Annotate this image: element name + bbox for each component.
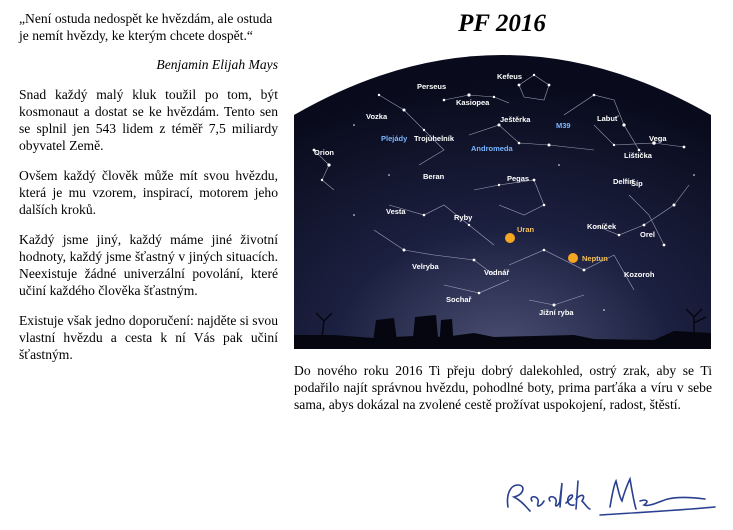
label-listicka: Lištička xyxy=(624,151,652,160)
label-jizni-ryba: Jižní ryba xyxy=(539,308,574,317)
label-velryba: Velryba xyxy=(412,262,439,271)
label-vozka: Vozka xyxy=(366,112,388,121)
left-column xyxy=(19,10,278,363)
label-vodnar: Vodnář xyxy=(484,268,510,277)
paragraph-2: Ovšem každý člověk může mít svou hvězdu, která je mu vzorem, inspirací, motorem jeho dalších kroků. xyxy=(19,168,278,217)
new-year-wish: Do nového roku 2016 Ti přeju dobrý dalekohled, ostrý zrak, aby se Ti podařilo najít správnou hvězdu, pohodlné boty, prima parťáka a víru v sebe sama, abys dokázal na zvolené cestě prožívat uspokojení, radost, štěstí. xyxy=(294,363,712,412)
label-perseus: Perseus xyxy=(417,82,447,91)
label-plejady: Plejády xyxy=(381,134,408,143)
quote: „Není ostuda nedospět ke hvězdám, ale ostuda je nemít hvězdy, ke kterým chcete dospět.“ xyxy=(19,11,273,43)
page-title: PF 2016 xyxy=(458,10,546,37)
label-orion: Orion xyxy=(314,148,334,157)
label-labut: Labuť xyxy=(597,114,619,123)
label-sochar: Sochař xyxy=(446,295,472,304)
neptune-marker xyxy=(568,253,578,263)
label-konicek: Koníček xyxy=(587,222,617,231)
label-kefeus: Kefeus xyxy=(497,72,523,81)
label-vega: Vega xyxy=(649,134,667,143)
label-beran: Beran xyxy=(423,172,445,181)
paragraph-1: Snad každý malý kluk toužil po tom, být kosmonaut a dostat se ke hvězdám. Tento sen se splnil jen 543 lidem z téměř 7,5 miliardy obyvatel Země. xyxy=(19,87,278,153)
label-jesterka: Ještěrka xyxy=(500,115,531,124)
paragraph-4: Existuje však jedno doporučení: najděte si svou vlastní hvězdu a cesta k ní Vás pak učiní šťastným. xyxy=(19,313,278,362)
label-vesta: Vesta xyxy=(386,207,406,216)
handwritten-signature xyxy=(500,455,720,525)
sky-map-image xyxy=(294,55,711,349)
label-kozoroh: Kozoroh xyxy=(624,270,655,279)
label-m39: M39 xyxy=(556,121,571,130)
label-uran: Uran xyxy=(517,225,535,234)
sky-dome xyxy=(294,55,711,349)
uranus-marker xyxy=(505,233,515,243)
paragraph-3: Každý jsme jiný, každý máme jiné životní hodnoty, každý jsme šťastný v jiných situacích. Neexistuje žádné univerzální povolání, které učiní každého člověka šťastným. xyxy=(19,232,278,298)
label-kasiopea: Kasiopeа xyxy=(456,98,490,107)
label-trojuhelnik: Trojúhelník xyxy=(414,134,455,143)
label-ryby: Ryby xyxy=(454,213,473,222)
label-neptun: Neptun xyxy=(582,254,608,263)
quote-author: Benjamin Elijah Mays xyxy=(156,57,278,72)
label-pegas: Pegas xyxy=(507,174,530,183)
label-andromeda: Andromeda xyxy=(471,144,513,153)
label-orel: Orel xyxy=(640,230,656,239)
label-sip: Šíp xyxy=(631,179,643,188)
label-delfin: Delfín xyxy=(613,177,634,186)
